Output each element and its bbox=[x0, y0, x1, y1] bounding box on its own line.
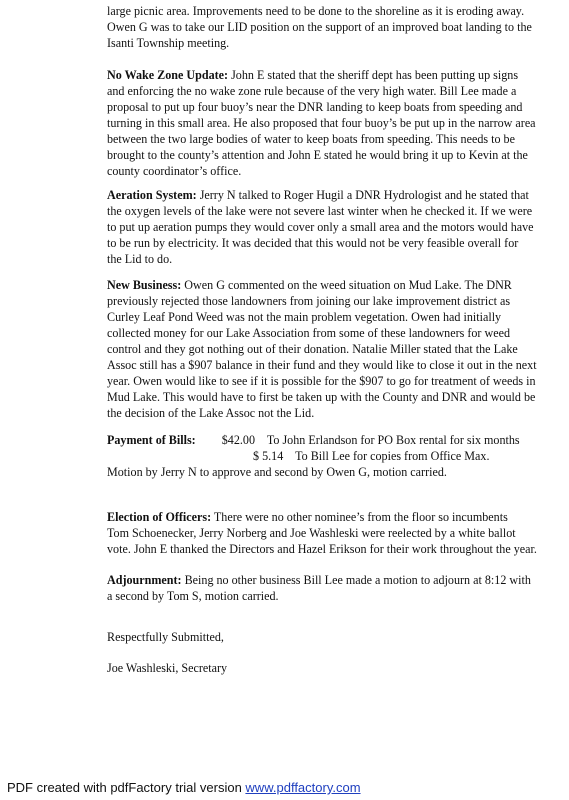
text-line: Assoc still has a $907 balance in their fund and they would like to close it out in the next bbox=[107, 358, 537, 372]
text-line: the oxygen levels of the lake were not severe last winter when he checked it. If we were bbox=[107, 204, 533, 218]
section-heading: Payment of Bills: bbox=[107, 433, 196, 447]
section-heading: Aeration System: bbox=[107, 188, 197, 202]
section-heading: New Business: bbox=[107, 278, 182, 292]
new-business-section bbox=[107, 277, 537, 421]
continuation-paragraph bbox=[107, 3, 532, 51]
pdf-footer-banner bbox=[0, 776, 569, 800]
payment-of-bills-section bbox=[107, 432, 562, 480]
text-line: Owen G commented on the weed situation on Mud Lake. The DNR bbox=[181, 278, 512, 292]
text-line: proposal to put up four buoy’s near the DNR landing to keep boats from speeding and bbox=[107, 100, 523, 114]
section-heading: Election of Officers: bbox=[107, 510, 212, 524]
text-line: Mud Lake. This would have to first be taken up with the County and DNR and would be bbox=[107, 390, 536, 404]
pdffactory-link[interactable]: www.pdffactory.com bbox=[245, 780, 361, 795]
election-of-officers-section bbox=[107, 509, 537, 557]
text-line: county coordinator’s office. bbox=[107, 164, 242, 178]
motion-text: Motion by Jerry N to approve and second by Owen G, motion carried. bbox=[107, 465, 447, 479]
text-line: to put up aeration pumps they would cover only a small area and the motors would have bbox=[107, 220, 534, 234]
text-line: large picnic area. Improvements need to be done to the shoreline as it is eroding away. bbox=[107, 4, 525, 18]
text-line: Jerry N talked to Roger Hugil a DNR Hydrologist and he stated that bbox=[196, 188, 529, 202]
bill-amount: $42.00 bbox=[221, 433, 256, 447]
salutation-text: Respectfully Submitted, bbox=[107, 630, 224, 644]
text-line: control and they got nothing out of their donation. Natalie Miller stated that the Lake bbox=[107, 342, 518, 356]
no-wake-zone-section bbox=[107, 67, 536, 179]
text-line: collected money for our Lake Association from some of these landowners for weed bbox=[107, 326, 510, 340]
text-line: John E stated that the sheriff dept has been putting up signs bbox=[228, 68, 519, 82]
text-line: There were no other nominee’s from the floor so incumbents bbox=[211, 510, 508, 524]
text-line: the decision of the Lake Assoc not the Lid. bbox=[107, 406, 315, 420]
text-line: year. Owen would like to see if it is possible for the $907 to go for treatment of weeds in bbox=[107, 374, 536, 388]
text-line: and enforcing the no wake zone rule because of the very high water. Bill Lee made a bbox=[107, 84, 517, 98]
text-line: the Lid to do. bbox=[107, 252, 173, 266]
text-line: Isanti Township meeting. bbox=[107, 36, 230, 50]
aeration-system-section bbox=[107, 187, 534, 267]
closing-salutation bbox=[107, 629, 224, 645]
adjournment-section bbox=[107, 572, 531, 604]
text-line: Being no other business Bill Lee made a motion to adjourn at 8:12 with bbox=[181, 573, 531, 587]
text-line: turning in this small area. He also proposed that four buoy’s be put up in the narrow area bbox=[107, 116, 536, 130]
text-line: a second by Tom S, motion carried. bbox=[107, 589, 279, 603]
text-line: Curley Leaf Pond Weed was not the main problem vegetation. Owen had initially bbox=[107, 310, 502, 324]
section-heading: No Wake Zone Update: bbox=[107, 68, 229, 82]
text-line: between the two large bodies of water to keep boats from speeding. This needs to be bbox=[107, 132, 515, 146]
signature-text: Joe Washleski, Secretary bbox=[107, 661, 228, 675]
footer-text: PDF created with pdfFactory trial version bbox=[7, 780, 246, 795]
text-line: previously rejected those landowners from joining our lake improvement district as bbox=[107, 294, 511, 308]
section-heading: Adjournment: bbox=[107, 573, 182, 587]
text-line: brought to the county’s attention and John E stated he would bring it up to Kevin at the bbox=[107, 148, 528, 162]
text-line: to be run by electricity. It was decided that this would not be very feasible overall for bbox=[107, 236, 519, 250]
bill-amount: $ 5.14 bbox=[253, 449, 284, 463]
bill-description: To Bill Lee for copies from Office Max. bbox=[295, 449, 490, 463]
signature-block bbox=[107, 660, 227, 676]
text-line: Owen G was to take our LID position on the support of an improved boat landing to the bbox=[107, 20, 532, 34]
bill-description: To John Erlandson for PO Box rental for six months bbox=[266, 433, 520, 447]
text-line: vote. John E thanked the Directors and Hazel Erikson for their work throughout the year. bbox=[107, 542, 537, 556]
text-line: Tom Schoenecker, Jerry Norberg and Joe Washleski were reelected by a white ballot bbox=[107, 526, 516, 540]
